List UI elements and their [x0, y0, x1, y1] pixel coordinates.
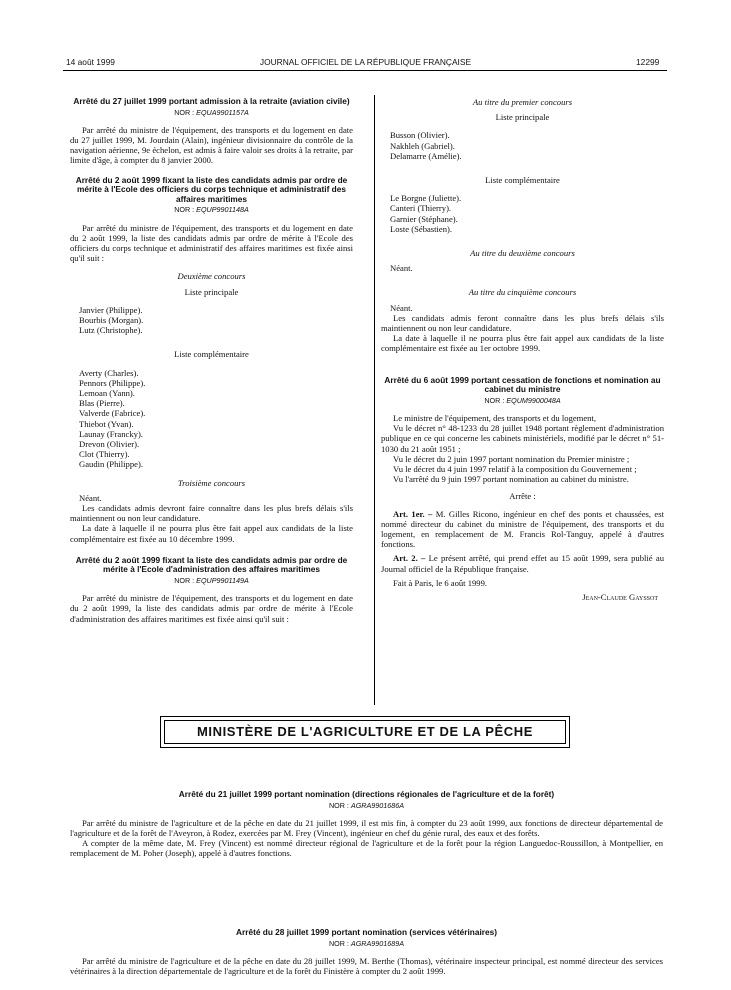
header-journal-title: JOURNAL OFFICIEL DE LA RÉPUBLIQUE FRANÇAISE [259, 57, 472, 67]
paragraph: Les candidats admis devront faire connaître dans les plus brefs délais s'ils maintiennent ou non leur candidature. [70, 503, 353, 524]
paragraph: Vu le décret n° 48-1233 du 28 juillet 1948 portant règlement d'administration publique en ce qui concerne les cabinets ministériels, modifié par le décret n° 51-1030 du 21 août 1951 ; [381, 423, 664, 454]
paragraph: Vu le décret du 2 juin 1997 portant nomination du Premier ministre ; [393, 453, 630, 464]
arrete-label: Arrête : [509, 491, 536, 502]
section-heading: Au titre du deuxième concours [470, 248, 575, 259]
list-item: Averty (Charles). [79, 367, 139, 378]
list-item: Gaudin (Philippe). [79, 459, 143, 470]
article-title: Arrêté du 21 juillet 1999 portant nomination (directions régionales de l'agriculture et de la forêt) [178, 789, 555, 799]
nor-reference: NOR : AGRA9901686A [328, 800, 405, 810]
nor-reference: NOR : EQUA9901157A [174, 107, 249, 117]
article-body: Par arrêté du ministre de l'équipement, des transports et du logement en date du 27 juillet 1999, M. Jourdain (Alain), ingénieur divisionnaire du contrôle de la navigation aérienne, 9e échelon, est admis à faire valoir ses droits à la retraite, par limite d'âge, à compter du 8 janvier 2000. [70, 124, 353, 166]
paragraph: Vu le décret du 4 juin 1997 relatif à la composition du Gouvernement ; [393, 464, 637, 475]
list-item: Blas (Pierre). [79, 398, 125, 409]
paragraph: Par arrêté du ministre de l'agriculture et de la pêche en date du 28 juillet 1999, M. Berthe (Thomas), vétérinaire inspecteur principal, est nommé directeur des services vétérinaires à la direction départementale de l'agriculture et de la forêt du Finistère à compter du 2 août 1999. [70, 955, 663, 976]
list-item: Loste (Sébastien). [390, 223, 453, 234]
list-item: Clot (Thierry). [79, 449, 130, 460]
article-title: Arrêté du 2 août 1999 fixant la liste des candidats admis par ordre de mérite à l'Ecole des officiers du corps technique et administratif des affaires maritimes [75, 174, 348, 204]
header-date: 14 août 1999 [66, 57, 115, 67]
list-heading: Liste principale [495, 112, 550, 123]
list-heading: Liste principale [184, 286, 239, 297]
column-separator [374, 95, 375, 705]
section-heading: Au titre du premier concours [472, 97, 573, 107]
section-heading: Deuxième concours [177, 271, 246, 282]
article-title: Arrêté du 27 juillet 1999 portant admission à la retraite (aviation civile) [73, 96, 350, 106]
paragraph: La date à laquelle il ne pourra plus être fait appel aux candidats de la liste complémentaire est fixée au 1er octobre 1999. [381, 333, 664, 354]
list-item: Valverde (Fabrice). [79, 408, 146, 419]
article-title: Arrêté du 2 août 1999 fixant la liste des candidats admis par ordre de mérite à l'Ecole d'administration des affaires maritimes [75, 554, 348, 575]
list-item: Launay (Francky). [79, 428, 143, 439]
paragraph: La date à laquelle il ne pourra plus être fait appel aux candidats de la liste complémentaire est fixée au 10 décembre 1999. [70, 523, 353, 544]
name-list [70, 305, 353, 336]
list-item: Drevon (Olivier). [79, 439, 140, 450]
agriculture-article-1 [70, 790, 663, 859]
list-item: Le Borgne (Juliette). [390, 193, 462, 204]
header-page-number: 12299 [636, 57, 660, 67]
nor-reference: NOR : AGRA9901689A [328, 938, 405, 948]
ministry-heading: MINISTÈRE DE L'AGRICULTURE ET DE LA PÊCHE [164, 720, 566, 744]
article-1: Art. 1er. – M. Gilles Ricono, ingénieur en chef des ponts et chaussées, est nommé directeur du cabinet du ministre de l'équipement, des transports et du logement, en remplacement de M. Francis Rol-Tanguy, appelé à d'autres fonctions. [381, 508, 664, 550]
list-item: Canteri (Thierry). [390, 203, 452, 214]
list-heading: Liste complémentaire [174, 349, 249, 360]
neant-text: Néant. [79, 492, 102, 503]
list-item: Lutz (Christophe). [79, 325, 143, 336]
paragraph: A compter de la même date, M. Frey (Vincent) est nommé directeur régional de l'agriculture et de la forêt pour la région Languedoc-Roussillon, à Montpellier, en remplacement de M. Poher (Joseph), appelé à d'autres fonctions. [70, 838, 663, 859]
list-item: Janvier (Philippe). [79, 304, 143, 315]
list-item: Busson (Olivier). [390, 130, 450, 141]
right-column [381, 97, 664, 602]
header-rule [63, 70, 667, 71]
paragraph: Par arrêté du ministre de l'agriculture et de la pêche en date du 21 juillet 1999, il est mis fin, à compter du 23 août 1999, aux fonctions de directeur départemental de l'agriculture et de la forêt de l'Aveyron, à Rodez, exercées par M. Frey (Vincent), ingénieur en chef du génie rural, des eaux et des forêts. [70, 817, 663, 838]
article-body: Par arrêté du ministre de l'équipement, des transports et du logement en date du 2 août 1999, la liste des candidats admis par ordre de mérite à l'Ecole d'administration des affaires maritimes est fixée ainsi qu'il suit : [70, 593, 353, 624]
list-item: Nakhleh (Gabriel). [390, 140, 455, 151]
paragraph: Les candidats admis feront connaître dans les plus brefs délais s'ils maintiennent ou non leur candidature. [381, 312, 664, 334]
neant-text: Néant. [390, 302, 413, 313]
section-heading: Au titre du cinquième concours [468, 287, 577, 298]
name-list [381, 130, 664, 161]
list-item: Garnier (Stéphane). [390, 213, 458, 224]
article-title: Arrêté du 28 juillet 1999 portant nomination (services vétérinaires) [236, 927, 497, 937]
list-item: Pennors (Philippe). [79, 377, 146, 388]
article-body: Par arrêté du ministre de l'équipement, des transports et du logement en date du 2 août 1999, la liste des candidats admis par ordre de mérite à l'Ecole des officiers du corps technique et administratif des affaires maritimes est fixée ainsi qu'il suit : [70, 222, 353, 264]
ministry-heading-box [160, 716, 570, 748]
agriculture-article-2 [70, 928, 663, 976]
section-heading: Troisième concours [177, 477, 246, 488]
nor-reference: NOR : EQUP9901148A [174, 205, 249, 215]
name-list [70, 368, 353, 470]
list-item: Delamarre (Amélie). [390, 150, 462, 161]
paragraph: Vu l'arrêté du 9 juin 1997 portant nomination au cabinet du ministre. [393, 474, 629, 485]
article-2: Art. 2. – Le présent arrêté, qui prend effet au 15 août 1999, sera publié au Journal officiel de la République française. [381, 553, 664, 574]
list-item: Lemoan (Yann). [79, 388, 135, 399]
list-item: Bourbis (Morgan). [79, 315, 144, 326]
fait-a-paris: Fait à Paris, le 6 août 1999. [393, 577, 488, 588]
signature: Jean-Claude Gayssot [582, 592, 658, 603]
name-list [381, 193, 664, 234]
list-heading: Liste complémentaire [485, 175, 560, 186]
left-column [70, 97, 353, 624]
article-title: Arrêté du 6 août 1999 portant cessation de fonctions et nomination au cabinet du ministre [384, 374, 661, 395]
list-item: Thiebot (Yvan). [79, 418, 134, 429]
nor-reference: NOR : EQUP9901149A [174, 576, 249, 586]
paragraph: Le ministre de l'équipement, des transports et du logement, [393, 413, 596, 424]
neant-text: Néant. [390, 263, 413, 274]
nor-reference: NOR : EQUM9900048A [484, 395, 561, 405]
